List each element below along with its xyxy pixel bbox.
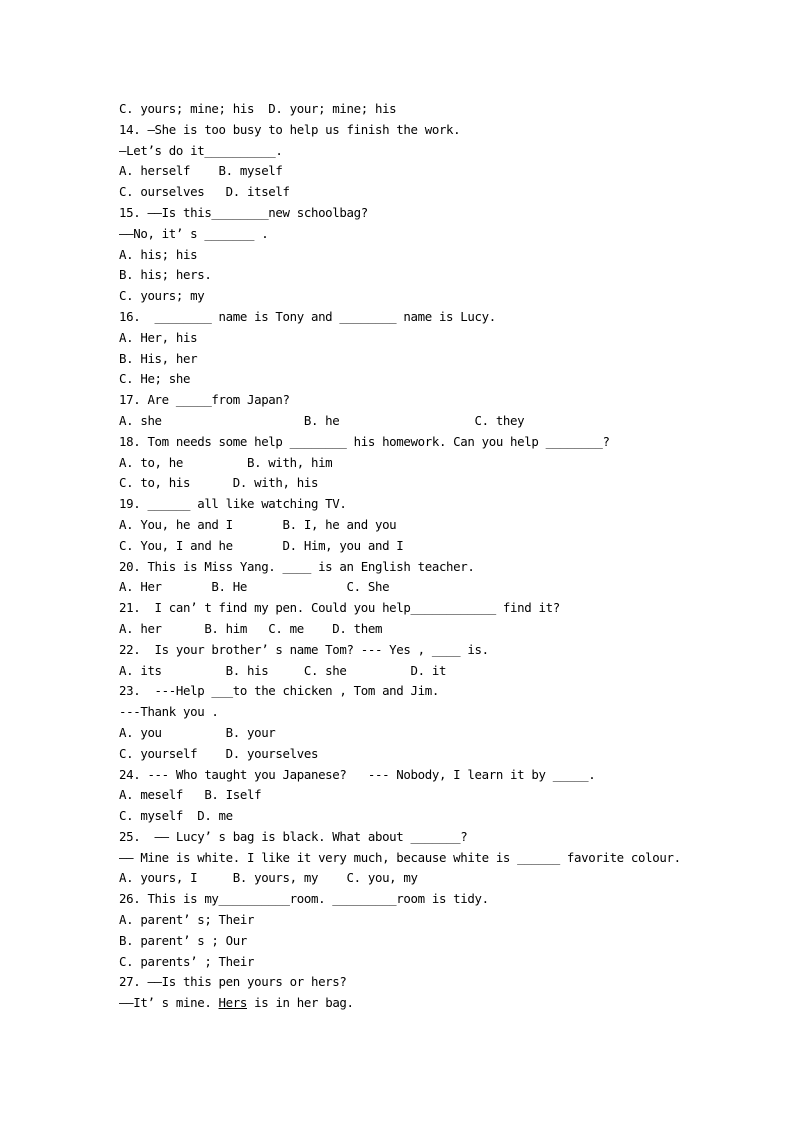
text-line: B. parent’ s ; Our (119, 932, 247, 948)
text-line: A. parent’ s; Their (119, 912, 255, 928)
text-line: B. His, her (119, 350, 198, 366)
text-line: C. parents’ ; Their (119, 953, 255, 969)
text-line: 15. ——Is this________new schoolbag? (119, 204, 368, 220)
text-line: 20. This is Miss Yang. ____ is an English teacher. (119, 558, 475, 574)
text-line: —— Mine is white. I like it very much, because white is ______ favorite colour. (119, 849, 681, 865)
text-line: 24. --- Who taught you Japanese? --- Nobody, I learn it by _____. (119, 766, 596, 782)
text-line: 23. ---Help ___to the chicken , Tom and Jim. (119, 683, 439, 699)
text-line: A. You, he and I B. I, he and you (119, 516, 397, 532)
text-line: ——No, it’ s _______ . (119, 225, 269, 241)
text-line: C. He; she (119, 371, 191, 387)
text-line: A. to, he B. with, him (119, 454, 333, 470)
text-line: C. yours; mine; his D. your; mine; his (119, 101, 397, 116)
text-line: C. yourself D. yourselves (119, 745, 319, 761)
text-line: A. you B. your (119, 724, 276, 740)
text-line-last (119, 993, 719, 1014)
text-line: A. her B. him C. me D. them (119, 620, 383, 636)
underlined-word: Hers (218, 995, 247, 1011)
text-line: B. his; hers. (119, 267, 212, 283)
question-lines (119, 99, 719, 993)
text-line: —Let’s do it__________. (119, 142, 283, 158)
text-line: 22. Is your brother’ s name Tom? --- Yes , ____ is. (119, 641, 489, 657)
text-line: A. Her B. He C. She (119, 579, 390, 595)
text-line: 14. —She is too busy to help us finish the work. (119, 121, 461, 137)
text-line: A. its B. his C. she D. it (119, 662, 447, 678)
text-line: 26. This is my__________room. _________room is tidy. (119, 891, 489, 907)
text-line: 25. —— Lucy’ s bag is black. What about _______? (119, 828, 468, 844)
text-line: A. his; his (119, 246, 198, 262)
document-page (119, 99, 719, 1014)
text-line: A. meself B. Iself (119, 787, 262, 803)
text-line: 21. I can’ t find my pen. Could you help____________ find it? (119, 600, 560, 616)
text-line: C. to, his D. with, his (119, 475, 319, 491)
text-line: C. myself D. me (119, 808, 233, 824)
text-line: A. yours, I B. yours, my C. you, my (119, 870, 418, 886)
text-line: A. herself B. myself (119, 163, 283, 179)
last-line-suffix: is in her bag. (247, 995, 354, 1011)
text-line: 19. ______ all like watching TV. (119, 496, 347, 512)
last-line-prefix: ——It’ s mine. (119, 995, 219, 1011)
text-line: 27. ——Is this pen yours or hers? (119, 974, 347, 990)
text-line: ---Thank you . (119, 704, 219, 720)
text-line: A. Her, his (119, 329, 198, 345)
text-line: C. yours; my (119, 288, 205, 304)
text-line: C. You, I and he D. Him, you and I (119, 537, 404, 553)
text-line: 18. Tom needs some help ________ his homework. Can you help ________? (119, 433, 610, 449)
text-line: 16. ________ name is Tony and ________ name is Lucy. (119, 308, 496, 324)
text-line: C. ourselves D. itself (119, 184, 290, 200)
text-line: 17. Are _____from Japan? (119, 392, 290, 408)
text-line: A. she B. he C. they (119, 412, 525, 428)
